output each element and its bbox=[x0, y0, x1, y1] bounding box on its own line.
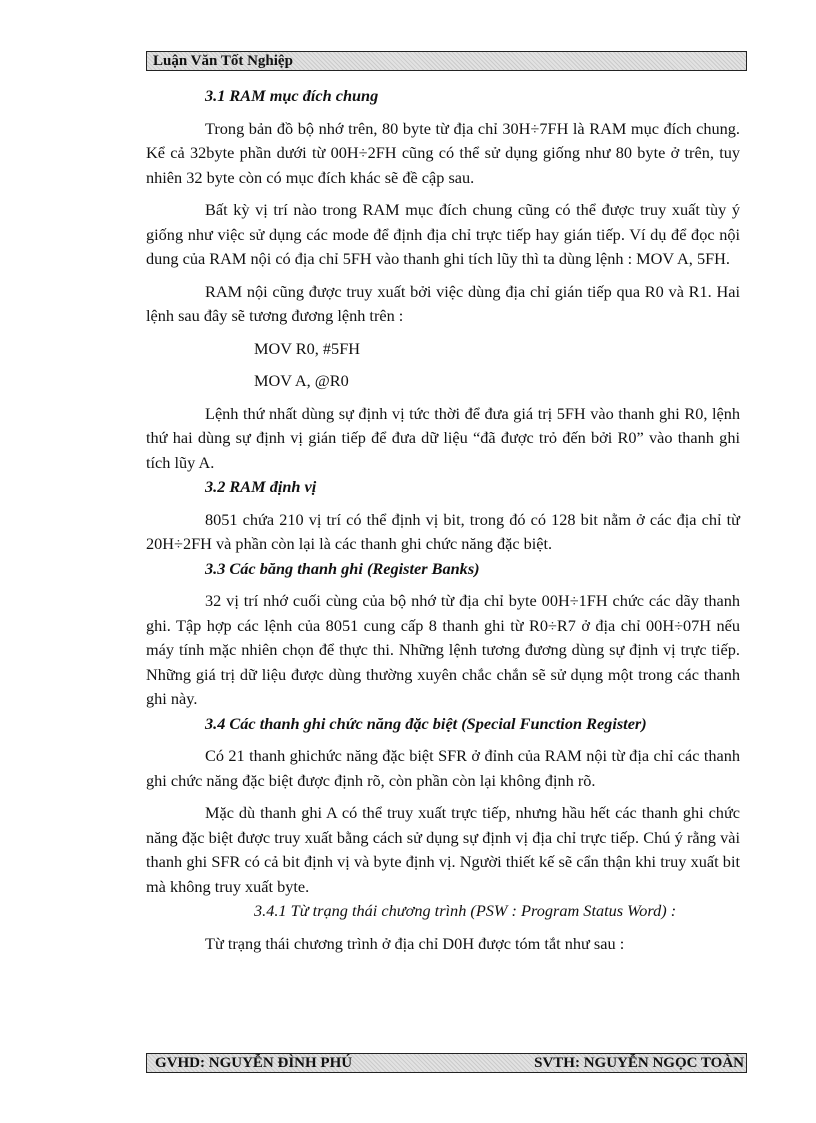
code-line: MOV A, @R0 bbox=[254, 371, 349, 390]
section-heading-3-4: 3.4 Các thanh ghi chức năng đặc biệt (Special Function Register) bbox=[205, 713, 647, 733]
footer-advisor: GVHD: NGUYỄN ĐÌNH PHÚ bbox=[155, 1055, 353, 1071]
section-heading-3-1: 3.1 RAM mục đích chung bbox=[205, 86, 379, 105]
paragraph: Trong bản đồ bộ nhớ trên, 80 byte từ địa chỉ 30H÷7FH là RAM mục đích chung. Kể cả 32byte phần dưới từ 00H÷2FH cũng có thể sử dụng giống như 80 byte ở trên, tuy nhiên 32 byte còn có mục đích khác sẽ đề cập sau. bbox=[146, 118, 740, 187]
paragraph: Bất kỳ vị trí nào trong RAM mục đích chung cũng có thể được truy xuất tùy ý giống như việc sử dụng các mode để định địa chỉ trực tiếp hay gián tiếp. Ví dụ để đọc nội dung của RAM nội có địa chỉ 5FH vào thanh ghi tích lũy thì ta dùng lệnh : MOV A, 5FH. bbox=[146, 200, 740, 268]
paragraph: Có 21 thanh ghichức năng đặc biệt SFR ở đỉnh của RAM nội từ địa chỉ các thanh ghi chức năng đặc biệt được định rõ, còn phần còn lại không định rõ. bbox=[146, 746, 740, 790]
section-heading-3-3: 3.3 Các băng thanh ghi (Register Banks) bbox=[205, 558, 480, 578]
subsection-heading-3-4-1: 3.4.1 Từ trạng thái chương trình (PSW : Program Status Word) : bbox=[254, 901, 677, 920]
header-title: Luận Văn Tốt Nghiệp bbox=[153, 53, 293, 69]
paragraph: 32 vị trí nhớ cuối cùng của bộ nhớ từ địa chỉ byte 00H÷1FH chức các dãy thanh ghi. Tập hợp các lệnh của 8051 cung cấp 8 thanh ghi từ R0÷R7 ở địa chỉ 00H÷07H nếu máy tính mặc nhiên chọn để thực thi. Những lệnh tương đương dùng sự định vị trực tiếp. Những giá trị dữ liệu được dùng thường xuyên chắc chắn sẽ sử dụng một trong các thanh ghi này. bbox=[146, 591, 740, 708]
page-footer bbox=[146, 1053, 747, 1073]
paragraph: 8051 chứa 210 vị trí có thể định vị bit, trong đó có 128 bit nằm ở các địa chỉ từ 20H÷2FH và phần còn lại là các thanh ghi chức năng đặc biệt. bbox=[146, 509, 740, 553]
code-line: MOV R0, #5FH bbox=[254, 338, 361, 358]
page-header bbox=[146, 51, 747, 71]
paragraph: Lệnh thứ nhất dùng sự định vị tức thời để đưa giá trị 5FH vào thanh ghi R0, lệnh thứ hai dùng sự định vị gián tiếp để đưa dữ liệu “đã được trỏ đến bởi R0” vào thanh ghi tích lũy A. bbox=[146, 403, 740, 472]
footer-student: SVTH: NGUYỄN NGỌC TOÀN bbox=[534, 1055, 744, 1071]
document-body bbox=[146, 84, 740, 956]
section-heading-3-2: 3.2 RAM định vị bbox=[205, 477, 317, 496]
paragraph: RAM nội cũng được truy xuất bởi việc dùng địa chỉ gián tiếp qua R0 và R1. Hai lệnh sau đây sẽ tương đương lệnh trên : bbox=[146, 281, 740, 325]
paragraph: Từ trạng thái chương trình ở địa chỉ D0H được tóm tắt như sau : bbox=[205, 933, 625, 953]
paragraph: Mặc dù thanh ghi A có thể truy xuất trực tiếp, nhưng hầu hết các thanh ghi chức năng đặc biệt được truy xuất bằng cách sử dụng sự định vị địa chỉ trực tiếp. Chú ý rằng vài thanh ghi SFR có cả bit định vị và byte định vị. Người thiết kế sẽ cẩn thận khi truy xuất bit mà không truy xuất byte. bbox=[146, 803, 740, 896]
